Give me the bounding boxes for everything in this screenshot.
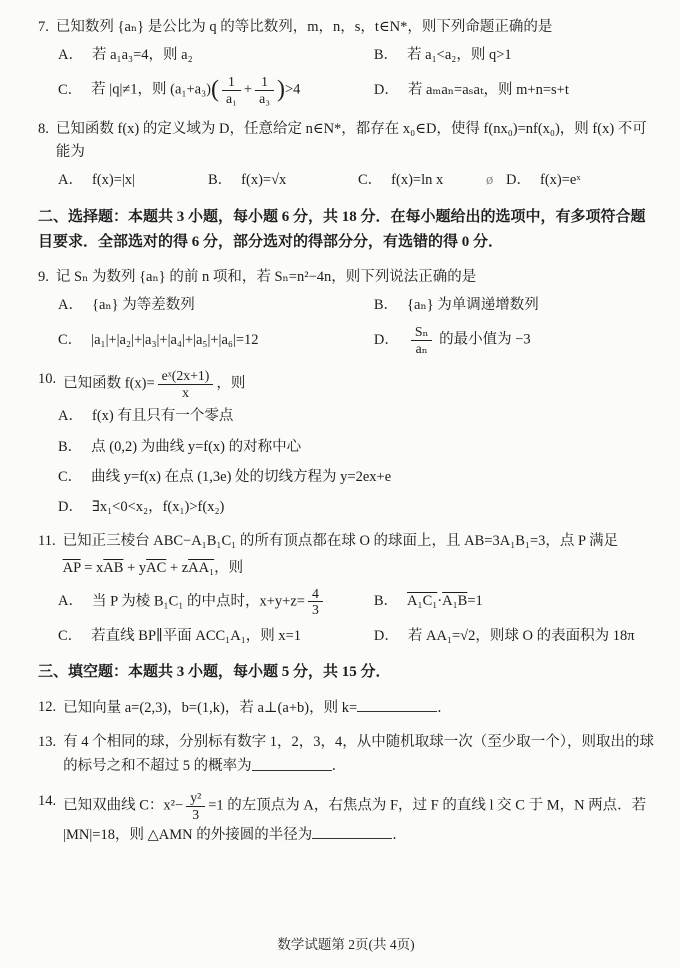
question-7 [38, 16, 654, 107]
question-text [63, 368, 654, 401]
section-3-header: 三、填空题：本题共 3 小题，每小题 5 分，共 15 分． [38, 664, 391, 681]
option-b [374, 44, 654, 67]
fraction-numerator: 1 [222, 74, 241, 91]
question-10-stem [38, 368, 654, 401]
fraction-denominator: a₃ [259, 91, 271, 107]
exam-content [38, 16, 654, 920]
option-label: B． [208, 172, 233, 189]
question-9 [38, 266, 654, 357]
option-text: >4 [284, 82, 301, 99]
question-8-stem [38, 118, 654, 164]
vector-AA1: AA₁ [188, 560, 215, 577]
option-label: D． [58, 498, 83, 515]
question-text [63, 731, 654, 779]
math-fraction [222, 74, 241, 107]
option-text: |a₁|+|a₂|+|a₃|+|a₄|+|a₅|+|a₆|=12 [91, 331, 259, 348]
vector-A1B: A₁B [442, 593, 468, 610]
stem-text: ． [392, 826, 407, 843]
section-2-header: 二、选择题：本题共 3 小题，每小题 6 分，共 18 分．在每小题给出的选项中，有多项符合题目要求．全部选对的得 6 分，部分选对的得部分分，有选错的得 0 分． [38, 208, 646, 251]
question-7-stem [38, 16, 654, 39]
question-text: 已知函数 f(x) 的定义域为 D，任意给定 n∈N*，都存在 x₀∈D，使得 f(nx₀)=nf(x₀)，则 f(x) 不可能为 [55, 121, 647, 161]
fraction-denominator: a₁ [225, 91, 237, 107]
option-text: f(x)=|x| [91, 172, 135, 189]
question-number: 7. [38, 19, 49, 35]
stem-text: + z [166, 560, 189, 577]
option-label: B． [373, 296, 399, 313]
option-a [58, 169, 208, 192]
option-d [374, 324, 654, 357]
option-d [506, 169, 654, 192]
fraction-numerator: y² [186, 790, 205, 807]
page-footer: 数学试题第 2页(共 4页) [277, 937, 415, 953]
answer-blank [357, 696, 437, 712]
option-b [374, 294, 654, 317]
stem-text: + y [123, 560, 147, 577]
question-9-stem [38, 266, 654, 289]
option-c [58, 625, 374, 648]
option-text: 曲线 y=f(x) 在点 (1,3e) 处的切线方程为 y=2ex+e [91, 468, 392, 485]
option-label: B． [58, 438, 83, 455]
question-11 [38, 530, 654, 648]
stem-text: 已知向量 a=(2,3)，b=(1,k)，若 a⊥(a+b)，则 k= [63, 700, 358, 717]
option-text: 若 AA₁=√2，则球 O 的表面积为 18π [407, 628, 635, 645]
option-label: D． [373, 331, 399, 348]
question-14 [38, 790, 654, 847]
right-paren: ) [277, 76, 285, 103]
question-12-stem [38, 696, 654, 720]
stem-text: = x [80, 560, 104, 577]
vector-AB: $\overline{AB}$ [103, 560, 124, 577]
fraction-denominator: x [182, 384, 189, 400]
stem-text: ，则 [214, 560, 244, 577]
option-text: 若 aₘaₙ=aₛaₜ，则 m+n=s+t [407, 82, 569, 99]
fraction-numerator: 1 [255, 74, 274, 91]
option-label: D． [373, 82, 399, 99]
option-label: C． [358, 172, 383, 189]
option-label: D． [373, 628, 399, 645]
question-11-stem [38, 530, 654, 580]
question-number: 11. [38, 533, 56, 550]
fraction-numerator: 4 [308, 586, 323, 603]
fraction-denominator: aₙ [415, 340, 428, 356]
math-fraction [411, 324, 433, 357]
option-text: 点 (0,2) 为曲线 y=f(x) 的对称中心 [91, 438, 302, 455]
question-number: 10. [38, 370, 57, 387]
option-b [58, 436, 654, 459]
option-label: D． [506, 172, 531, 189]
option-text: 当 P 为棱 B₁C₁ 的中点时，x+y+z= [91, 593, 305, 610]
question-text: 记 Sₙ 为数列 {aₙ} 的前 n 项和，若 Sₙ=n²−4n，则下列说法正确的是 [55, 268, 477, 285]
question-number: 9. [38, 268, 49, 285]
dot-operator: · [437, 593, 443, 610]
math-fraction [255, 74, 274, 107]
question-10 [38, 368, 654, 519]
scan-artifact: ø [486, 172, 494, 189]
question-number: 8. [38, 121, 49, 138]
option-label: C． [58, 628, 83, 645]
option-text: 若 a₁a₃=4，则 a₂ [91, 47, 193, 64]
option-label: A． [58, 296, 83, 313]
option-c [58, 466, 654, 489]
option-label: A． [58, 593, 83, 610]
option-text: {aₙ} 为单调递增数列 [407, 296, 539, 313]
question-10-options [58, 405, 654, 519]
question-14-stem [38, 790, 654, 847]
stem-text: 有 4 个相同的球，分别标有数字 1，2，3，4，从中随机取球一次（至少取一个），则取出的球的标号之和不超过 5 的概率为 [63, 734, 654, 775]
option-d [374, 79, 654, 102]
question-12 [38, 696, 654, 720]
option-text: f(x) 有且只有一个零点 [91, 408, 234, 425]
answer-blank [252, 754, 332, 770]
left-paren: ( [211, 76, 219, 103]
fraction-numerator: eˣ(2x+1) [158, 368, 214, 385]
option-label: C． [58, 82, 83, 99]
option-text: =1 [467, 593, 483, 610]
option-label: B． [373, 47, 399, 64]
question-8-options [58, 169, 654, 192]
fraction-denominator: 3 [192, 806, 200, 822]
stem-text: =1 的左顶点为 A，右焦点为 F，过 F 的直线 l 交 C 于 M，N 两点．若 |MN|=18，则 △AMN 的外接圆的半径为 [63, 797, 647, 843]
option-a [58, 586, 374, 619]
math-fraction [308, 586, 323, 619]
answer-blank [312, 823, 392, 839]
option-text: f(x)=eˣ [539, 172, 581, 189]
option-label: A． [58, 47, 83, 64]
question-text [63, 530, 654, 580]
question-7-options [58, 44, 654, 107]
question-number: 13. [38, 734, 57, 751]
question-text: 已知数列 {aₙ} 是公比为 q 的等比数列，m，n，s，t∈N*，则下列命题正确的是 [55, 19, 553, 35]
stem-text: ． [437, 700, 452, 717]
math-fraction [186, 790, 205, 823]
vector-A1C1: A₁C₁ [407, 593, 438, 610]
option-c [58, 329, 374, 352]
option-d [58, 496, 654, 519]
option-text: ∃x₁<0<x₂，f(x₁)>f(x₂) [91, 498, 225, 515]
option-text: f(x)=ln x [391, 172, 444, 189]
option-d [374, 625, 654, 648]
question-13-stem [38, 731, 654, 779]
option-label: C． [58, 331, 83, 348]
fraction-numerator: Sₙ [411, 324, 433, 341]
option-text: 的最小值为 −3 [439, 331, 531, 348]
option-label: A． [58, 408, 83, 425]
plus-sign: + [243, 82, 253, 99]
option-text: f(x)=√x [241, 172, 287, 189]
option-b [208, 169, 358, 192]
option-b [374, 590, 654, 613]
question-text [63, 696, 654, 720]
question-13 [38, 731, 654, 779]
stem-line-1: 已知正三棱台 ABC−A₁B₁C₁ 的所有顶点都在球 O 的球面上，且 AB=3A₁B₁=3，点 P 满足 [62, 533, 619, 550]
option-c [58, 74, 374, 107]
option-label: C． [58, 468, 83, 485]
question-9-options [58, 294, 654, 357]
stem-text: 已知函数 f(x)= [63, 375, 155, 392]
vector-AP: $\overline{AP}$ [62, 560, 81, 577]
option-text: 若 |q|≠1，则 (a₁+a₃) [91, 82, 212, 99]
option-text: 若 a₁<a₂，则 q>1 [407, 47, 512, 64]
question-number: 12. [38, 698, 57, 715]
option-a [58, 44, 374, 67]
option-text: 若直线 BP∥平面 ACC₁A₁，则 x=1 [91, 628, 302, 645]
stem-text: 已知双曲线 C：x²− [63, 797, 184, 814]
question-11-options [58, 586, 654, 649]
option-text: {aₙ} 为等差数列 [91, 296, 195, 313]
option-a [58, 294, 374, 317]
question-number: 14. [38, 792, 57, 809]
stem-line-2 [63, 557, 654, 580]
option-label: A． [58, 172, 83, 189]
option-label: B． [373, 593, 399, 610]
option-c [358, 169, 486, 192]
question-text [63, 790, 654, 847]
stem-text: ． [331, 758, 347, 775]
math-fraction [158, 368, 214, 401]
question-8 [38, 118, 654, 193]
vector-AC: $\overline{AC}$ [146, 560, 167, 577]
stem-text: ，则 [216, 375, 246, 392]
option-a [58, 405, 654, 428]
fraction-denominator: 3 [311, 602, 319, 618]
